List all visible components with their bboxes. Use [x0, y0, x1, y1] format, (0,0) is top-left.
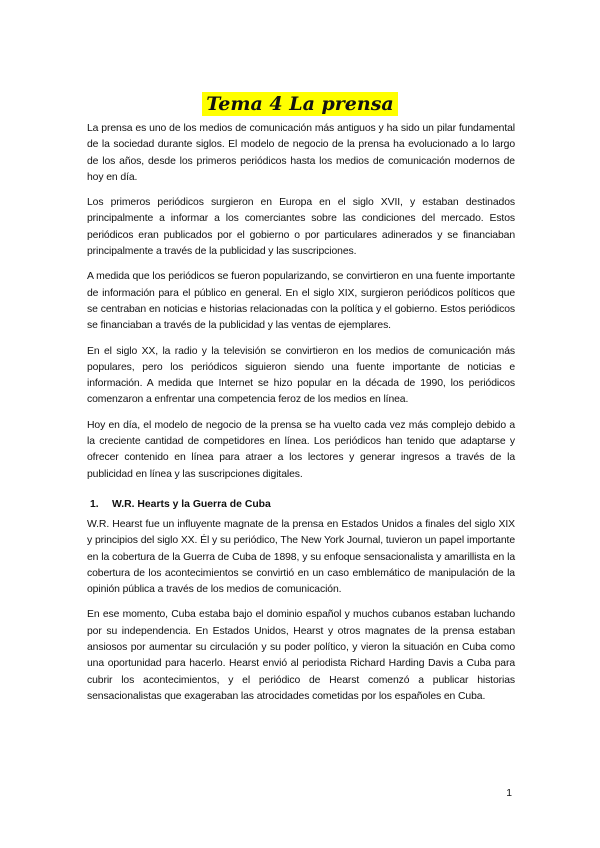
paragraph-1: La prensa es uno de los medios de comunicación más antiguos y ha sido un pilar fundamental de la sociedad durante siglos. El modelo de negocio de la prensa ha evolucionado a lo largo de los años, desde los primeros periódicos hasta los medios de comunicación modernos de hoy en día.	[87, 123, 515, 183]
paragraph-4: En el siglo XX, la radio y la televisión se convirtieron en los medios de comunicación más populares, pero los periódicos siguieron siendo una fuente importante de noticias e información. A medida que Internet se hizo popular en la década de 1990, los periódicos comenzaron a enfrentar una competencia feroz de los medios en línea.	[87, 345, 515, 406]
document-body	[87, 121, 515, 714]
page-number: 1	[506, 788, 512, 799]
section-heading	[87, 497, 515, 513]
section-number: 1.	[90, 498, 99, 510]
paragraph-5: Hoy en día, el modelo de negocio de la prensa se ha vuelto cada vez más complejo debido a la creciente cantidad de competidores en línea. Los periódicos han tenido que adaptarse y ofrecer contenido en línea para atraer a los lectores y generar ingresos a través de la publicidad en línea y las suscripciones digitales.	[87, 419, 515, 480]
section-paragraph-1: W.R. Hearst fue un influyente magnate de la prensa en Estados Unidos a finales del siglo XIX y principios del siglo XX. Él y su periódico, The New York Journal, tuvieron un papel importante en la cobertura de la Guerra de Cuba de 1898, y su enfoque sensacionalista y amarillista en la cobertura de los acontecimientos se convirtió en un caso emblemático de manipulación de la opinión pública a través de los medios de comunicación.	[87, 518, 515, 596]
section-paragraph-2: En ese momento, Cuba estaba bajo el dominio español y muchos cubanos estaban luchando por su independencia. En Estados Unidos, Hearst y otros magnates de la prensa estaban ansiosos por aumentar su circulación y su poder político, y vieron la situación en Cuba como una oportunidad para hacerlo. Hearst envió al periodista Richard Harding Davis a Cuba para cubrir los acontecimientos, y el periódico de Hearst comenzó a publicar historias sensacionalistas que exageraban las atrocidades cometidas por los españoles en Cuba.	[87, 609, 515, 702]
document-title: Tema 4 La prensa	[202, 92, 397, 116]
title-wrapper	[0, 92, 600, 116]
paragraph-3: A medida que los periódicos se fueron popularizando, se convirtieron en una fuente importante de información para el público en general. En el siglo XIX, surgieron periódicos políticos que se centraban en noticias e historias relacionadas con la política y el gobierno. Estos periódicos se financiaban a través de la publicidad y las ventas de ejemplares.	[87, 271, 515, 332]
section-heading-text: W.R. Hearts y la Guerra de Cuba	[112, 498, 271, 510]
paragraph-2: Los primeros periódicos surgieron en Europa en el siglo XVII, y estaban destinados principalmente a informar a los comerciantes sobre las condiciones del mercado. Estos periódicos eran publicados por el gobierno o por particulares adinerados y se financiaban principalmente a través de la publicidad y las suscripciones.	[87, 197, 515, 258]
